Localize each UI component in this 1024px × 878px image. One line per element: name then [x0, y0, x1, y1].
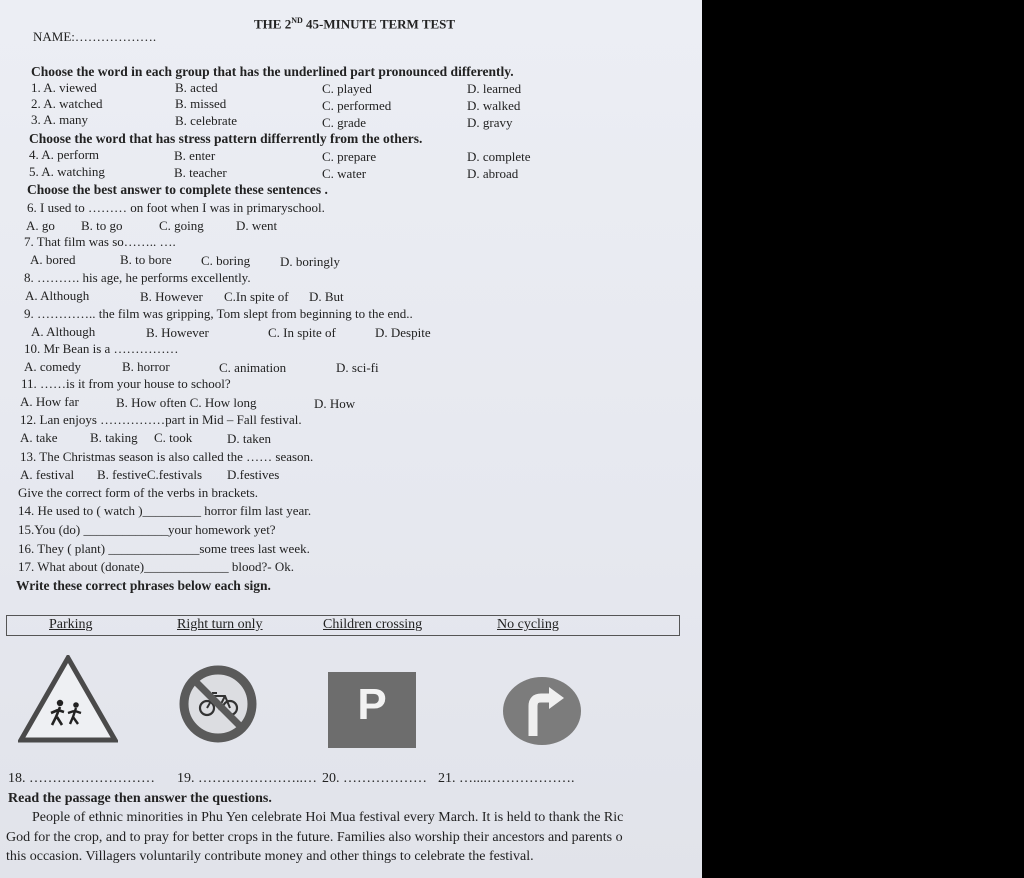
- q2-option-b: B. missed: [175, 96, 227, 111]
- q8-option-d: D. But: [309, 289, 344, 304]
- q1-option-d: D. learned: [467, 81, 522, 96]
- q3-option-c: C. grade: [322, 115, 367, 130]
- q9-stem: 9. ………….. the film was gripping, Tom slept from beginning to the end..: [24, 306, 413, 321]
- passage-line-3: this occasion. Villagers voluntarily contribute money and other things to celebrate the festival.: [6, 849, 534, 864]
- q14-line: 14. He used to ( watch )_________ horror film last year.: [18, 503, 312, 518]
- q13-option-b: B. festiveC.festivals: [97, 467, 203, 482]
- passage: [6, 808, 702, 867]
- q7-option-c: C. boring: [201, 253, 251, 268]
- q8-option-c: C.In spite of: [224, 289, 289, 304]
- phrase-no-cycling: No cycling: [497, 617, 559, 632]
- q1-option-a: 1. A. viewed: [31, 80, 97, 95]
- q7-stem: 7. That film was so…….. ….: [24, 234, 176, 249]
- q5-option-c: C. water: [322, 166, 367, 181]
- q6-option-a: A. go: [26, 218, 55, 233]
- children-crossing-sign-icon: [18, 655, 118, 743]
- q17-line: 17. What about (donate)_____________ blood?- Ok.: [18, 559, 294, 574]
- section1-instruction: Choose the word in each group that has the underlined part pronounced differently.: [31, 64, 514, 79]
- q6-option-c: C. going: [159, 218, 204, 233]
- phrase-box: [6, 615, 680, 636]
- q1-option-c: C. played: [322, 81, 372, 96]
- q9-option-a: A. Although: [31, 324, 96, 339]
- q9-option-d: D. Despite: [375, 325, 431, 340]
- q5-option-b: B. teacher: [174, 165, 227, 180]
- q8-stem: 8. ………. his age, he performs excellently.: [24, 270, 251, 285]
- q12-option-d: D. taken: [227, 431, 272, 446]
- q4-option-d: D. complete: [467, 149, 531, 164]
- q8-option-a: A. Although: [25, 288, 90, 303]
- q4-option-c: C. prepare: [322, 149, 377, 164]
- q12-option-c: C. took: [154, 430, 193, 445]
- q10-option-b: B. horror: [122, 359, 170, 374]
- answer-21: 21. …....……………….: [438, 771, 575, 786]
- q6-option-d: D. went: [236, 218, 278, 233]
- q5-option-a: 5. A. watching: [29, 164, 105, 179]
- q5-option-d: D. abroad: [467, 166, 519, 181]
- q12-option-b: B. taking: [90, 430, 138, 445]
- answer-20: 20. ………………: [322, 771, 427, 786]
- right-turn-only-sign-icon: [502, 676, 582, 746]
- q7-option-b: B. to bore: [120, 252, 172, 267]
- q2-option-c: C. performed: [322, 98, 392, 113]
- section5-instruction: Write these correct phrases below each sign.: [16, 578, 271, 593]
- q8-option-b: B. However: [140, 289, 203, 304]
- q9-option-c: C. In spite of: [268, 325, 336, 340]
- q7-option-a: A. bored: [30, 252, 76, 267]
- answer-19: 19. …………………..…: [177, 771, 317, 786]
- q15-line: 15.You (do) _____________your homework yet?: [18, 522, 276, 537]
- passage-line-2: God for the crop, and to pray for better crops in the future. Families also worship their ancestors and parents o: [6, 829, 623, 845]
- q10-option-c: C. animation: [219, 360, 287, 375]
- q11-option-a: A. How far: [20, 394, 79, 409]
- phrase-children-crossing: Children crossing: [323, 617, 423, 632]
- name-field: NAME:……………….: [33, 29, 157, 44]
- q11-stem: 11. ……is it from your house to school?: [21, 376, 231, 391]
- q4-option-b: B. enter: [174, 148, 216, 163]
- q10-option-a: A. comedy: [24, 359, 82, 374]
- answer-18: 18. ………………………: [8, 771, 155, 786]
- q2-option-a: 2. A. watched: [31, 96, 103, 111]
- phrase-parking: Parking: [49, 617, 93, 632]
- phrase-right-turn-only: Right turn only: [177, 617, 263, 632]
- q6-stem: 6. I used to ……… on foot when I was in primaryschool.: [27, 200, 325, 215]
- q10-option-d: D. sci-fi: [336, 360, 379, 375]
- q10-stem: 10. Mr Bean is a ……………: [24, 341, 179, 356]
- q16-line: 16. They ( plant) ______________some trees last week.: [18, 541, 310, 556]
- q3-option-b: B. celebrate: [175, 113, 238, 128]
- q7-option-d: D. boringly: [280, 254, 340, 269]
- section3-instruction: Choose the best answer to complete these sentences .: [27, 182, 328, 197]
- section6-instruction: Read the passage then answer the questions.: [8, 791, 272, 806]
- section2-instruction: Choose the word that has stress pattern differrently from the others.: [29, 131, 423, 146]
- q1-option-b: B. acted: [175, 80, 218, 95]
- q3-option-d: D. gravy: [467, 115, 513, 130]
- q2-option-d: D. walked: [467, 98, 521, 113]
- q12-option-a: A. take: [20, 430, 58, 445]
- q3-option-a: 3. A. many: [31, 112, 89, 127]
- q13-option-d: D.festives: [227, 467, 280, 482]
- q11-option-b: B. How often C. How long: [116, 395, 257, 410]
- test-title: THE 2ND 45-MINUTE TERM TEST: [254, 16, 456, 32]
- q11-option-d: D. How: [314, 396, 356, 411]
- q9-option-b: B. However: [146, 325, 209, 340]
- no-cycling-sign-icon: [178, 664, 258, 744]
- q4-option-a: 4. A. perform: [29, 147, 100, 162]
- section4-instruction: Give the correct form of the verbs in brackets.: [18, 485, 259, 500]
- parking-sign-icon: [328, 672, 416, 748]
- passage-line-1: People of ethnic minorities in Phu Yen celebrate Hoi Mua festival every March. It is held to thank the Ric: [32, 810, 624, 825]
- q13-stem: 13. The Christmas season is also called the …… season.: [20, 449, 314, 464]
- parking-letter: P: [357, 680, 387, 729]
- q12-stem: 12. Lan enjoys ……………part in Mid – Fall festival.: [20, 412, 302, 427]
- q6-option-b: B. to go: [81, 218, 123, 233]
- q13-option-a: A. festival: [20, 467, 75, 482]
